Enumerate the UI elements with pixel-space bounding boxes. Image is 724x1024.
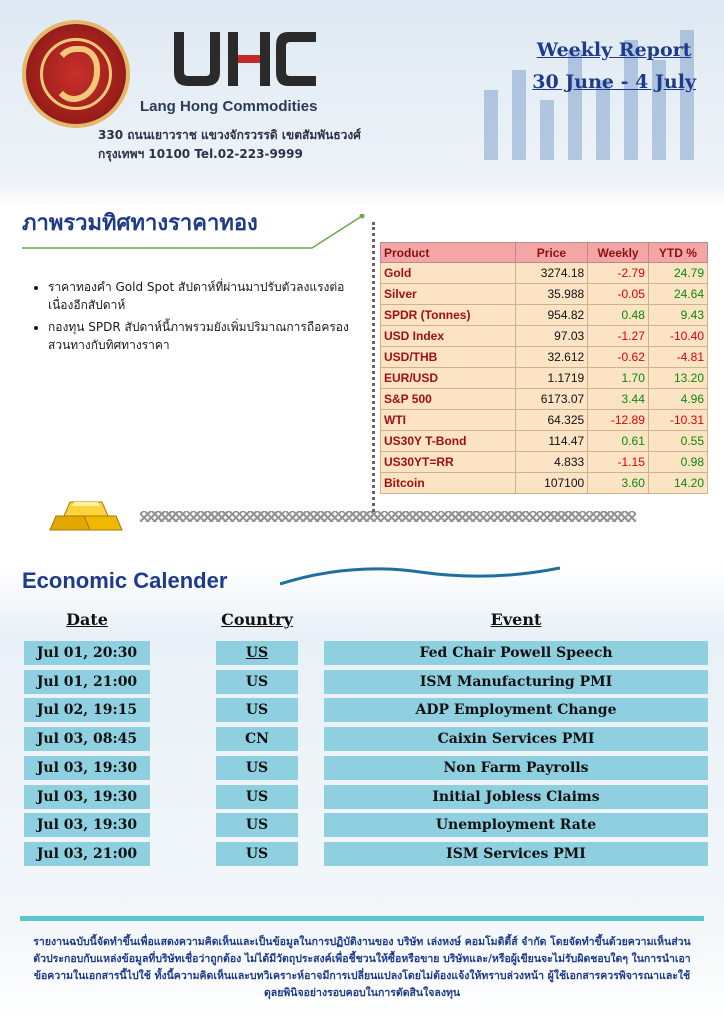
product-name: Gold bbox=[381, 263, 516, 284]
disclaimer-text: รายงานฉบับนี้จัดทำขึ้นเพื่อแสดงความคิดเห็นและเป็นข้อมูลในการปฏิบัติงานของ บริษัท เล่งหงษ์ คอมโมดิตี้ส์ จำกัด โดยจัดทำขึ้นด้วยความเห็นส่วนตัวประกอบกับแหล่งข้อมูลที่บริษัทเชื่อว่าถูกต้อง ไม่ได้มีวัตถุประสงค์เพื่อชี้ชวนให้ซื้อหรือขาย บริษัทและ/หรือผู้เขียนจะไม่รับผิดชอบใดๆ ในการนำเอาข้อความในเอกสารนี้ไปใช้ ทั้งนี้ความคิดเห็นและบทวิเคราะห์อาจมีการเปลี่ยนแปลงโดยไม่ต้องแจ้งให้ทราบล่วงหน้า ผู้ใช้เอกสารควรพิจารณาและใช้ดุลยพินิจอย่างรอบคอบในการตัดสินใจลงทุน bbox=[33, 936, 691, 999]
calendar-country: US bbox=[216, 756, 298, 780]
product-name: WTI bbox=[381, 410, 516, 431]
calendar-country: US bbox=[216, 813, 298, 837]
price-value: 64.325 bbox=[515, 410, 588, 431]
weekly-change: 1.70 bbox=[588, 368, 649, 389]
calendar-event: Fed Chair Powell Speech bbox=[324, 641, 708, 665]
dotted-divider bbox=[372, 222, 375, 512]
overview-bullet: • กองทุน SPDR สัปดาห์นี้ภาพรวมยังเพิ่มปริมาณการถือครองสวนทางกับทิศทางราคา bbox=[48, 318, 350, 354]
weekly-change: -2.79 bbox=[588, 263, 649, 284]
weekly-change: 3.60 bbox=[588, 473, 649, 494]
price-row bbox=[381, 305, 708, 326]
ytd-change: 24.64 bbox=[648, 284, 707, 305]
calendar-country: US bbox=[216, 842, 298, 866]
wave-decoration bbox=[280, 562, 560, 592]
price-value: 107100 bbox=[515, 473, 588, 494]
footer-divider bbox=[20, 916, 704, 921]
price-value: 32.612 bbox=[515, 347, 588, 368]
hatched-divider bbox=[140, 511, 636, 522]
price-value: 1.1719 bbox=[515, 368, 588, 389]
ytd-change: 9.43 bbox=[648, 305, 707, 326]
price-row bbox=[381, 473, 708, 494]
product-name: S&P 500 bbox=[381, 389, 516, 410]
price-value: 35.988 bbox=[515, 284, 588, 305]
price-table-body bbox=[381, 263, 708, 494]
price-row bbox=[381, 431, 708, 452]
calendar-row bbox=[0, 727, 724, 751]
calendar-event: Caixin Services PMI bbox=[324, 727, 708, 751]
price-value: 4.833 bbox=[515, 452, 588, 473]
calendar-row bbox=[0, 641, 724, 665]
header-weekly: Weekly bbox=[588, 243, 649, 263]
overview-bullets bbox=[30, 278, 350, 358]
calendar-header-date: Date bbox=[66, 610, 108, 629]
calendar-date: Jul 01, 21:00 bbox=[24, 670, 150, 694]
header-price: Price bbox=[515, 243, 588, 263]
calendar-event: ISM Services PMI bbox=[324, 842, 708, 866]
calendar-row bbox=[0, 813, 724, 837]
uhc-logo bbox=[170, 28, 320, 90]
price-row bbox=[381, 284, 708, 305]
price-row bbox=[381, 410, 708, 431]
product-name: Silver bbox=[381, 284, 516, 305]
calendar-date: Jul 03, 19:30 bbox=[24, 813, 150, 837]
company-seal-logo bbox=[22, 20, 130, 128]
report-title bbox=[532, 34, 696, 98]
calendar-event: ADP Employment Change bbox=[324, 698, 708, 722]
price-value: 3274.18 bbox=[515, 263, 588, 284]
ytd-change: 0.55 bbox=[648, 431, 707, 452]
weekly-change: -0.05 bbox=[588, 284, 649, 305]
price-row bbox=[381, 452, 708, 473]
calendar-event: Non Farm Payrolls bbox=[324, 756, 708, 780]
product-name: US30YT=RR bbox=[381, 452, 516, 473]
ytd-change: -4.81 bbox=[648, 347, 707, 368]
product-name: US30Y T-Bond bbox=[381, 431, 516, 452]
calendar-date: Jul 03, 08:45 bbox=[24, 727, 150, 751]
calendar-row bbox=[0, 698, 724, 722]
calendar-date: Jul 02, 19:15 bbox=[24, 698, 150, 722]
weekly-change: 0.61 bbox=[588, 431, 649, 452]
price-table-header bbox=[381, 243, 708, 263]
gold-overview-title: ภาพรวมทิศทางราคาทอง bbox=[22, 211, 258, 236]
price-row bbox=[381, 347, 708, 368]
calendar-country: US bbox=[216, 698, 298, 722]
price-row bbox=[381, 326, 708, 347]
calendar-country: US bbox=[216, 670, 298, 694]
calendar-event: Initial Jobless Claims bbox=[324, 785, 708, 809]
ytd-change: 24.79 bbox=[648, 263, 707, 284]
product-name: EUR/USD bbox=[381, 368, 516, 389]
header-product: Product bbox=[381, 243, 516, 263]
product-name: Bitcoin bbox=[381, 473, 516, 494]
price-value: 97.03 bbox=[515, 326, 588, 347]
calendar-row bbox=[0, 842, 724, 866]
price-value: 114.47 bbox=[515, 431, 588, 452]
weekly-change: -1.27 bbox=[588, 326, 649, 347]
calendar-date: Jul 01, 20:30 bbox=[24, 641, 150, 665]
calendar-event: ISM Manufacturing PMI bbox=[324, 670, 708, 694]
ytd-change: 4.96 bbox=[648, 389, 707, 410]
ytd-change: -10.40 bbox=[648, 326, 707, 347]
price-value: 954.82 bbox=[515, 305, 588, 326]
weekly-change: 3.44 bbox=[588, 389, 649, 410]
price-table bbox=[380, 242, 708, 494]
calendar-date: Jul 03, 19:30 bbox=[24, 785, 150, 809]
product-name: SPDR (Tonnes) bbox=[381, 305, 516, 326]
company-address bbox=[98, 126, 361, 164]
product-name: USD Index bbox=[381, 326, 516, 347]
calendar-header-event: Event bbox=[490, 610, 542, 629]
calendar-date: Jul 03, 21:00 bbox=[24, 842, 150, 866]
calendar-row bbox=[0, 785, 724, 809]
report-title-text: Weekly Report bbox=[536, 39, 692, 61]
gold-bars-icon bbox=[48, 490, 130, 534]
calendar-date: Jul 03, 19:30 bbox=[24, 756, 150, 780]
price-row bbox=[381, 368, 708, 389]
weekly-change: 0.48 bbox=[588, 305, 649, 326]
weekly-change: -12.89 bbox=[588, 410, 649, 431]
ytd-change: 0.98 bbox=[648, 452, 707, 473]
address-line-1: 330 ถนนเยาวราช แขวงจักรวรรดิ เขตสัมพันธวงศ์ bbox=[98, 128, 361, 142]
price-row bbox=[381, 389, 708, 410]
weekly-change: -1.15 bbox=[588, 452, 649, 473]
calendar-header-country: Country bbox=[221, 610, 293, 629]
price-value: 6173.07 bbox=[515, 389, 588, 410]
calendar-country: CN bbox=[216, 727, 298, 751]
calendar-event: Unemployment Rate bbox=[324, 813, 708, 837]
overview-bullet: • ราคาทองคำ Gold Spot สัปดาห์ที่ผ่านมาปรับตัวลงแรงต่อเนื่องอีกสัปดาห์ bbox=[48, 278, 350, 314]
header-ytd: YTD % bbox=[648, 243, 707, 263]
ytd-change: 13.20 bbox=[648, 368, 707, 389]
price-row bbox=[381, 263, 708, 284]
calendar-country: US bbox=[216, 785, 298, 809]
ytd-change: 14.20 bbox=[648, 473, 707, 494]
calendar-country: US bbox=[216, 641, 298, 665]
company-name: Lang Hong Commodities bbox=[140, 98, 318, 115]
calendar-title: Economic Calender bbox=[22, 568, 228, 593]
ytd-change: -10.31 bbox=[648, 410, 707, 431]
weekly-change: -0.62 bbox=[588, 347, 649, 368]
address-line-2: กรุงเทพฯ 10100 Tel.02-223-9999 bbox=[98, 147, 303, 161]
calendar-row bbox=[0, 670, 724, 694]
product-name: USD/THB bbox=[381, 347, 516, 368]
report-dates: 30 June - 4 July bbox=[532, 71, 696, 93]
calendar-row bbox=[0, 756, 724, 780]
